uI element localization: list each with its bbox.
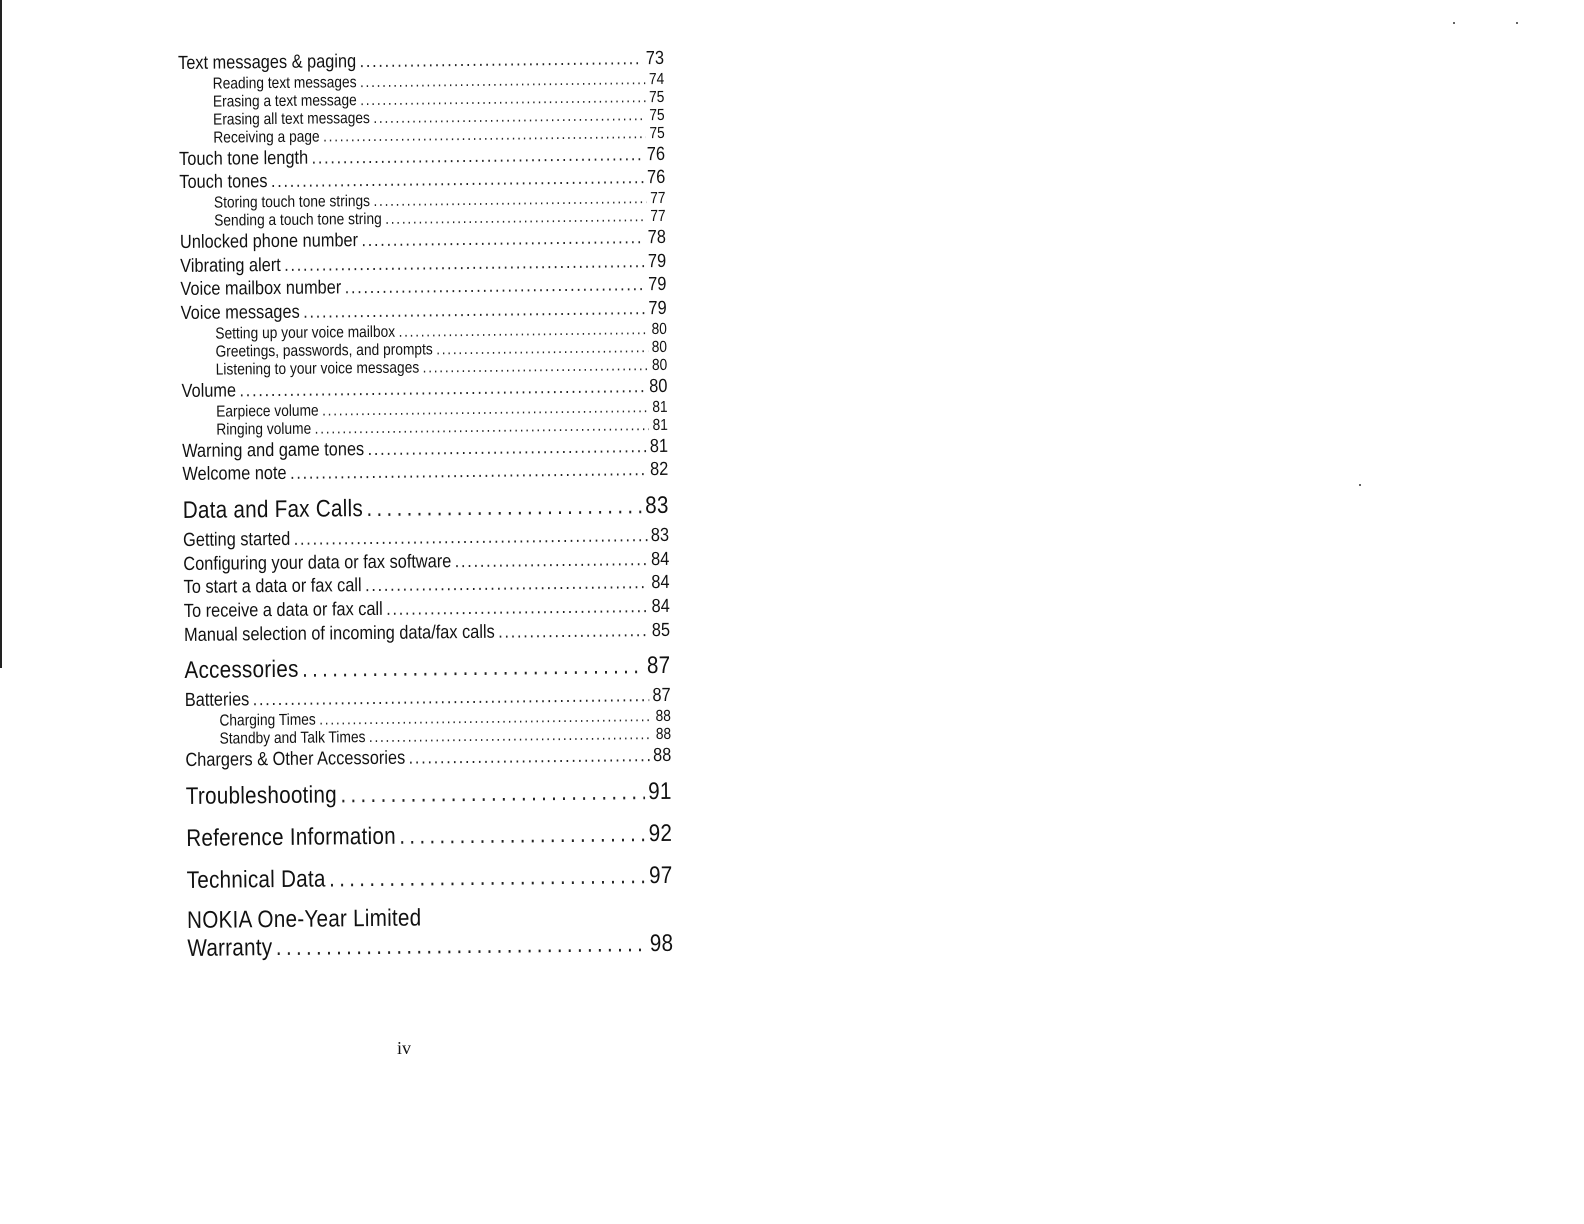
toc-entry-title: Standby and Talk Times [219,729,366,748]
toc-entry-title: Data and Fax Calls [182,494,364,524]
toc-entry-page-number: 80 [651,356,668,374]
toc-entry-page-number: 83 [645,491,669,520]
toc-entry-page-number: 80 [651,338,668,356]
toc-entry-chapter[interactable] [186,858,672,899]
toc-chapter-warranty[interactable] [187,902,673,963]
toc-entry-page-number: 76 [646,167,666,189]
toc-dot-leader [498,619,648,644]
toc-entry-title: Ringing volume [216,420,312,439]
toc-entry-page-number: 77 [650,207,666,226]
toc-entry-page-number: 76 [646,143,666,165]
toc-warranty-title-line2: Warranty [187,933,273,962]
toc-entry-chapter[interactable] [184,648,670,689]
toc-entry-page-number: 84 [651,595,670,618]
toc-entry-page-number: 75 [649,88,665,106]
toc-dot-leader [329,858,646,897]
toc-dot-leader [302,648,644,688]
toc-dot-leader [365,571,648,598]
toc-entry-page-number: 88 [655,725,672,744]
toc-entry-title: Manual selection of incoming data/fax calls [183,621,495,646]
toc-entry-page-number: 79 [648,274,667,296]
toc-entry-page-number: 87 [652,685,671,707]
page-folio: iv [397,1038,412,1058]
toc-entry-title: Touch tone length [179,147,309,170]
toc-entry-title: To start a data or fax call [183,575,362,599]
toc-entry-page-number: 81 [652,398,668,416]
toc-entry-title: Receiving a page [213,128,320,147]
toc-entry-title: Chargers & Other Accessories [185,747,406,771]
toc-entry-page-number: 81 [652,416,668,434]
scan-speck [1516,22,1518,24]
toc-entry-page-number: 79 [648,298,667,320]
toc-warranty-page-number: 98 [649,929,674,957]
toc-dot-leader [303,297,645,324]
toc-warranty-title-line1: NOKIA One-Year Limited [186,904,422,934]
toc-dot-leader [311,143,643,170]
toc-entry-page-number: 81 [649,435,669,457]
toc-dot-leader [361,226,644,253]
toc-entry-page-number: 87 [646,652,671,680]
toc-entry-page-number: 91 [648,777,672,805]
toc-entry-title: Reference Information [186,822,397,852]
toc-entry-page-number: 77 [650,189,666,208]
toc-dot-leader [436,339,648,359]
toc-entry-title: Voice messages [180,301,300,325]
toc-dot-leader [359,47,642,74]
toc-entry-list [178,47,673,899]
toc-entry-title: Configuring your data or fax software [183,550,452,575]
toc-entry-title: Batteries [184,689,250,712]
toc-entry-page-number: 92 [648,819,673,847]
toc-entry-title: Accessories [184,656,299,685]
toc-dot-leader [399,816,645,855]
toc-entry-title: Sending a touch tone string [214,210,382,230]
toc-entry-page-number: 73 [645,47,665,70]
toc-dot-leader [386,595,648,621]
toc-entry-page-number: 80 [651,320,667,338]
toc-entry-chapter[interactable] [186,816,672,857]
toc-dot-leader [367,435,646,462]
toc-entry-main[interactable] [185,744,671,773]
toc-dot-leader [345,274,645,301]
toc-entry-title: To receive a data or fax call [183,598,383,622]
scan-speck [1453,22,1455,24]
toc-entry-title: Reading text messages [212,73,357,93]
toc-entry-page-number: 80 [649,375,668,397]
toc-entry-main[interactable] [182,458,668,487]
toc-entry-title: Technical Data [186,865,326,894]
toc-entry-title: Charging Times [219,711,316,730]
toc-entry-title: Welcome note [182,463,287,486]
toc-entry-page-number: 97 [648,861,673,889]
toc-entry-page-number: 75 [649,124,665,142]
toc-entry-page-number: 83 [650,524,670,546]
toc-entry-page-number: 84 [650,548,670,570]
toc-dot-leader [366,488,642,527]
toc-entry-title: Greetings, passwords, and prompts [215,341,433,361]
toc-entry-title: Erasing all text messages [213,109,370,129]
toc-entry-title: Unlocked phone number [179,230,359,254]
toc-entry-page-number: 78 [647,226,666,249]
toc-entry-title: Listening to your voice messages [215,359,420,379]
toc-entry-page-number: 74 [648,70,665,88]
toc-dot-leader [276,930,647,962]
toc-entry-page-number: 88 [655,707,671,726]
toc-entry-page-number: 75 [649,106,665,124]
table-of-contents [178,47,674,963]
toc-entry-title: Text messages & paging [178,51,357,74]
toc-entry-title: Voice mailbox number [180,277,342,301]
toc-warranty-line2 [187,930,673,963]
toc-entry-title: Touch tones [179,171,268,194]
toc-dot-leader [290,458,647,485]
page-edge-rule [0,0,2,668]
toc-entry-chapter[interactable] [183,488,669,529]
toc-entry-page-number: 79 [647,250,667,272]
toc-entry-title: Storing touch tone strings [213,193,371,212]
toc-entry-title: Getting started [183,528,291,551]
toc-entry-main[interactable] [184,619,670,648]
toc-entry-page-number: 85 [651,619,671,641]
toc-entry-title: Setting up your voice mailbox [215,323,396,343]
toc-entry-title: Erasing a text message [212,91,357,111]
toc-dot-leader [423,357,649,377]
toc-dot-leader [408,744,649,770]
toc-entry-page-number: 88 [653,744,672,767]
scan-speck [1359,484,1361,486]
toc-entry-title: Volume [181,380,237,402]
toc-entry-title: Earpiece volume [216,402,319,421]
toc-dot-leader [455,548,648,574]
toc-entry-page-number: 82 [650,459,669,481]
toc-entry-page-number: 84 [651,572,670,594]
toc-entry-title: Warning and game tones [182,438,365,462]
toc-dot-leader [340,774,645,813]
toc-entry-chapter[interactable] [186,774,672,815]
toc-entry-title: Troubleshooting [185,781,338,810]
toc-entry-title: Vibrating alert [180,254,281,277]
